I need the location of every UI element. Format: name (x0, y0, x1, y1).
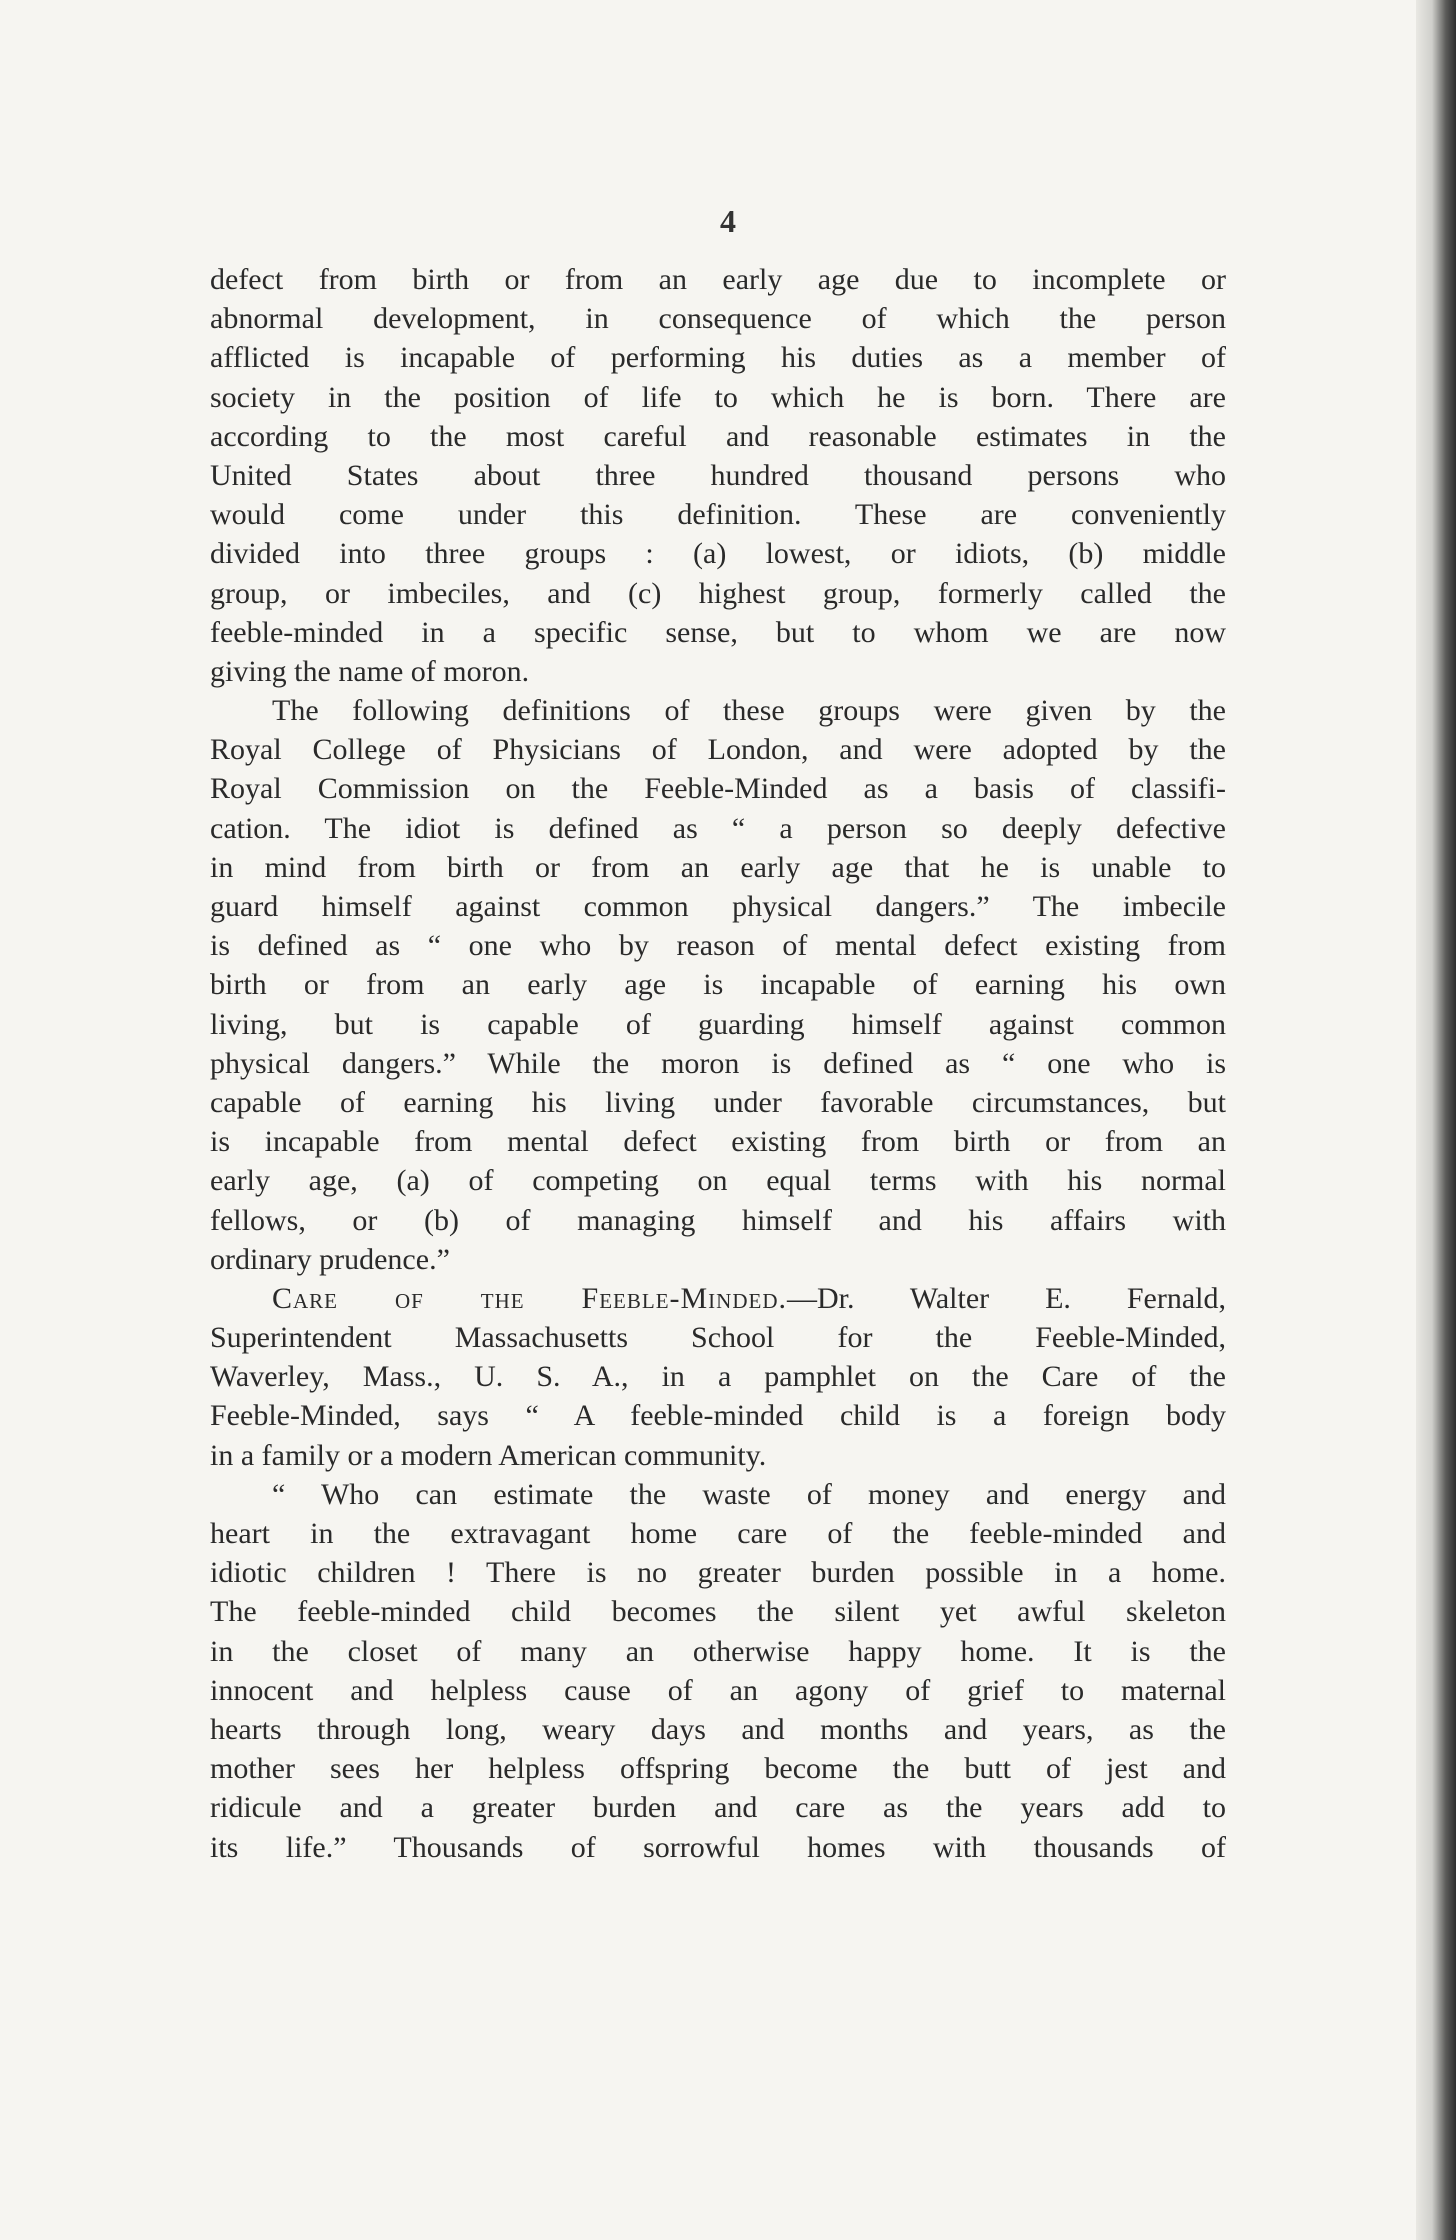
text-line: ordinary prudence.” (210, 1242, 450, 1276)
text-line: its life.” Thousands of sorrowful homes with thousands of (210, 1830, 1226, 1864)
text-line: idiotic children ! There is no greater burden possible in a home. (210, 1556, 1226, 1590)
text-line: early age, (a) of competing on equal terms with his normal (210, 1164, 1226, 1198)
text-line: birth or from an early age is incapable of earning his own (210, 968, 1226, 1002)
text-line: hearts through long, weary days and months and years, as the (210, 1712, 1226, 1746)
text-line: in mind from birth or from an early age that he is unable to (210, 850, 1226, 884)
text-line: fellows, or (b) of managing himself and his affairs with (210, 1203, 1226, 1237)
text-line: Feeble-Minded, says “ A feeble-minded child is a foreign body (210, 1399, 1226, 1433)
text-line: mother sees her helpless offspring become the butt of jest and (210, 1752, 1226, 1786)
text-line: Waverley, Mass., U. S. A., in a pamphlet on the Care of the (210, 1360, 1226, 1394)
page-edge-shadow (1416, 0, 1456, 2240)
text-line: Royal Commission on the Feeble-Minded as a basis of classifi- (210, 772, 1226, 806)
text-line: according to the most careful and reasonable estimates in the (210, 419, 1226, 453)
body-text (210, 260, 1226, 1867)
text-line: living, but is capable of guarding himself against common (210, 1007, 1226, 1041)
text-line: group, or imbeciles, and (c) highest group, formerly called the (210, 576, 1226, 610)
text-line: ridicule and a greater burden and care as the years add to (210, 1791, 1226, 1825)
text-line: is incapable from mental defect existing from birth or from an (210, 1125, 1226, 1159)
text-line: giving the name of moron. (210, 654, 530, 688)
text-line: divided into three groups : (a) lowest, or idiots, (b) middle (210, 537, 1226, 571)
text-line: The feeble-minded child becomes the silent yet awful skeleton (210, 1595, 1226, 1629)
text-line: abnormal development, in consequence of which the person (210, 302, 1226, 336)
text-line: in a family or a modern American community. (210, 1438, 767, 1472)
text-line: guard himself against common physical dangers.” The imbecile (210, 890, 1226, 923)
text-line: The following definitions of these groups were given by the (272, 694, 1226, 728)
text-line: physical dangers.” While the moron is defined as “ one who is (210, 1046, 1226, 1080)
text-line: afflicted is incapable of performing his duties as a member of (210, 341, 1226, 375)
text-line: feeble-minded in a specific sense, but to whom we are now (210, 615, 1226, 649)
text-line: heart in the extravagant home care of the feeble-minded and (210, 1517, 1226, 1550)
text-line: innocent and helpless cause of an agony of grief to maternal (210, 1673, 1226, 1707)
text-line: capable of earning his living under favorable circumstances, but (210, 1085, 1226, 1119)
text-line: society in the position of life to which he is born. There are (210, 380, 1226, 414)
text-line: United States about three hundred thousand persons who (210, 458, 1226, 492)
text-line: is defined as “ one who by reason of mental defect existing from (210, 929, 1226, 963)
text-line: Royal College of Physicians of London, and were adopted by the (210, 733, 1226, 767)
text-line: would come under this definition. These are conveniently (210, 498, 1226, 532)
text-line: Superintendent Massachusetts School for the Feeble-Minded, (210, 1321, 1226, 1355)
text-line (210, 1279, 1226, 1318)
text-line: cation. The idiot is defined as “ a person so deeply defective (210, 811, 1226, 845)
text-line: “ Who can estimate the waste of money and energy and (272, 1477, 1226, 1511)
page-number: 4 (720, 203, 736, 239)
text-line: defect from birth or from an early age due to incomplete or (210, 263, 1226, 296)
text-line: in the closet of many an otherwise happy home. It is the (210, 1634, 1226, 1668)
text-line-rest: —Dr. Walter E. Fernald, (787, 1281, 1226, 1315)
section-heading: Care of the Feeble-Minded. (272, 1281, 788, 1315)
